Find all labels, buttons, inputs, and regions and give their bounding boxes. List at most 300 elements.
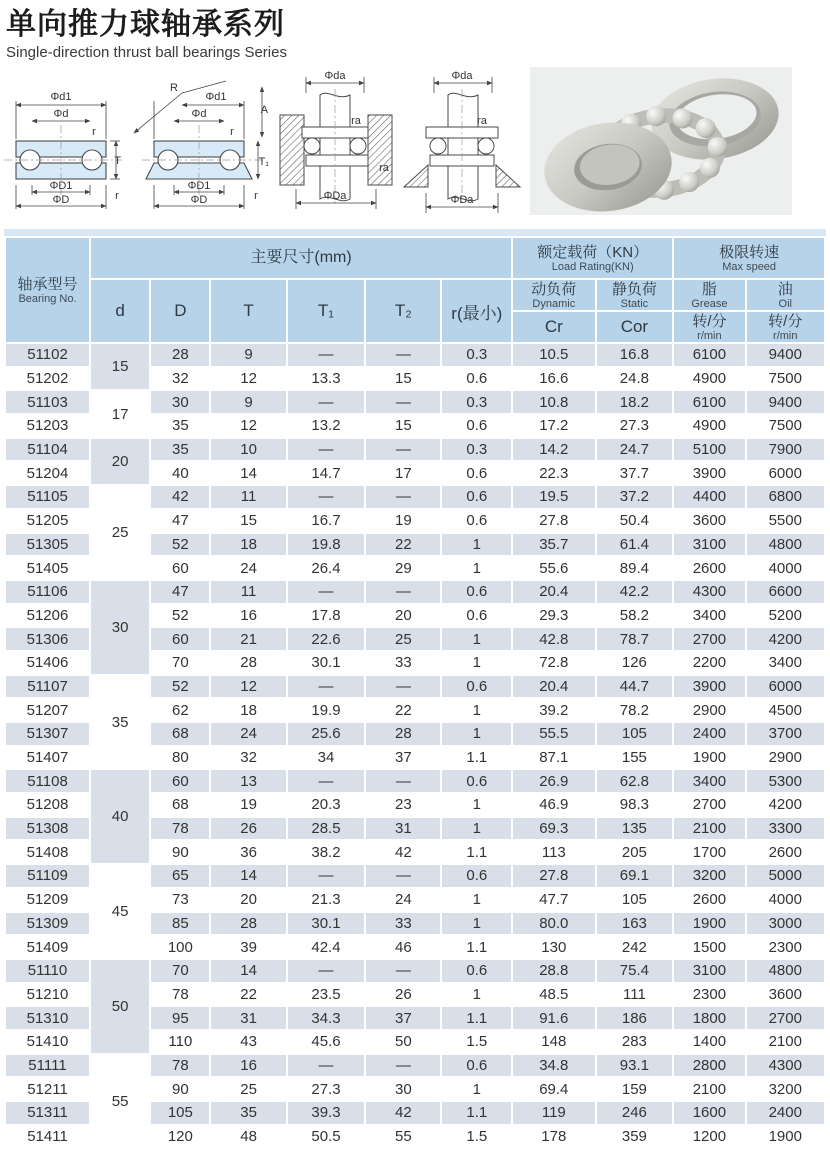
spec-value-cell: 4800	[747, 534, 824, 556]
spec-value-cell: 24	[366, 889, 440, 911]
bearing-no-cell: 51203	[6, 415, 89, 437]
bore-diameter-cell: 35	[91, 676, 149, 769]
spec-value-cell: 4400	[674, 486, 744, 508]
spec-value-cell: 3900	[674, 462, 744, 484]
fig2-dim-d1: Φd1	[205, 91, 227, 103]
spec-value-cell: 186	[597, 1007, 673, 1029]
spec-value-cell: 1500	[674, 936, 744, 958]
spec-value-cell: 2400	[674, 723, 744, 745]
spec-value-cell: 5300	[747, 770, 824, 792]
spec-value-cell: 87.1	[513, 747, 594, 769]
bearing-no-cell: 51310	[6, 1007, 89, 1029]
D-label: D	[174, 301, 187, 320]
spec-value-cell: 2900	[674, 699, 744, 721]
spec-value-cell: 0.3	[442, 391, 511, 413]
col-header-grease	[674, 280, 744, 310]
spec-value-cell: 359	[597, 1126, 673, 1148]
spec-value-cell: 4500	[747, 699, 824, 721]
spec-value-cell: 39.2	[513, 699, 594, 721]
spec-value-cell: —	[366, 1055, 440, 1077]
spec-value-cell: 39	[211, 936, 285, 958]
bearing-no-cell: 51406	[6, 652, 89, 674]
spec-value-cell: 1.5	[442, 1126, 511, 1148]
spec-value-cell: 28.5	[288, 818, 365, 840]
spec-value-cell: 13.3	[288, 368, 365, 390]
bearing-no-cell: 51202	[6, 368, 89, 390]
spec-value-cell: —	[366, 439, 440, 461]
spec-value-cell: 61.4	[597, 534, 673, 556]
main-dim-label: 主要尺寸(mm)	[250, 249, 352, 266]
spec-value-cell: 163	[597, 913, 673, 935]
spec-value-cell: 16.8	[597, 344, 673, 366]
spec-value-cell: 130	[513, 936, 594, 958]
spec-value-cell: 27.3	[597, 415, 673, 437]
spec-value-cell: 27.8	[513, 510, 594, 532]
bearing-no-cell: 51103	[6, 391, 89, 413]
bearing-no-cell: 51306	[6, 628, 89, 650]
spec-value-cell: 37	[366, 1007, 440, 1029]
spec-value-cell: 0.6	[442, 462, 511, 484]
spec-value-cell: 1600	[674, 1102, 744, 1124]
spec-value-cell: 0.6	[442, 865, 511, 887]
spec-value-cell: 17	[366, 462, 440, 484]
spec-value-cell: —	[288, 960, 365, 982]
table-row	[6, 960, 824, 982]
spec-value-cell: 93.1	[597, 1055, 673, 1077]
bearing-no-cell: 51209	[6, 889, 89, 911]
spec-value-cell: 105	[597, 723, 673, 745]
spec-value-cell: 2300	[747, 936, 824, 958]
spec-value-cell: 1.1	[442, 841, 511, 863]
spec-value-cell: 22	[211, 984, 285, 1006]
spec-value-cell: 4000	[747, 557, 824, 579]
spec-value-cell: 46.9	[513, 794, 594, 816]
col-header-oil-unit	[747, 312, 824, 342]
spec-value-cell: 28	[211, 652, 285, 674]
fig2-dim-T1: T₁	[258, 156, 269, 168]
spec-value-cell: 11	[211, 486, 285, 508]
spec-value-cell: 91.6	[513, 1007, 594, 1029]
col-header-grease-unit	[674, 312, 744, 342]
bearing-no-cell: 51408	[6, 841, 89, 863]
spec-value-cell: 2700	[674, 794, 744, 816]
bearing-no-cell: 51307	[6, 723, 89, 745]
spec-value-cell: 1.1	[442, 936, 511, 958]
spec-value-cell: 29.3	[513, 605, 594, 627]
oil-unit-cn: 转/分	[768, 312, 803, 330]
spec-value-cell: 98.3	[597, 794, 673, 816]
bearing-no-label-en: Bearing No.	[18, 292, 77, 305]
spec-value-cell: 42	[366, 1102, 440, 1124]
spec-value-cell: 283	[597, 1031, 673, 1053]
bearing-no-cell: 51407	[6, 747, 89, 769]
spec-value-cell: 19	[366, 510, 440, 532]
spec-value-cell: 34.3	[288, 1007, 365, 1029]
spec-value-cell: 26	[366, 984, 440, 1006]
spec-value-cell: 20	[211, 889, 285, 911]
spec-value-cell: 28	[151, 344, 209, 366]
bearing-no-cell: 51207	[6, 699, 89, 721]
spec-value-cell: 68	[151, 723, 209, 745]
spec-value-cell: 19.8	[288, 534, 365, 556]
page-title: 单向推力球轴承系列	[6, 8, 285, 41]
spec-value-cell: 60	[151, 557, 209, 579]
bearing-no-cell: 51409	[6, 936, 89, 958]
spec-value-cell: 33	[366, 652, 440, 674]
bore-diameter-cell: 25	[91, 486, 149, 579]
bearing-no-cell: 51211	[6, 1078, 89, 1100]
spec-value-cell: —	[288, 770, 365, 792]
table-row	[6, 770, 824, 792]
spec-value-cell: —	[366, 865, 440, 887]
spec-value-cell: 28	[211, 913, 285, 935]
spec-value-cell: 26.4	[288, 557, 365, 579]
spec-value-cell: 36	[211, 841, 285, 863]
fig1-dim-r2: r	[115, 190, 119, 202]
fig1-dim-T: T	[114, 155, 121, 167]
col-header-d	[91, 280, 149, 342]
spec-value-cell: 0.3	[442, 439, 511, 461]
col-header-r-min	[442, 280, 511, 342]
static-label-en: Static	[620, 297, 649, 310]
spec-value-cell: 242	[597, 936, 673, 958]
spec-value-cell: 78.2	[597, 699, 673, 721]
bearing-no-cell: 51210	[6, 984, 89, 1006]
oil-label-en: Oil	[778, 297, 792, 310]
spec-value-cell: 69.3	[513, 818, 594, 840]
spec-value-cell: 155	[597, 747, 673, 769]
col-header-main-dimensions	[91, 238, 511, 278]
cr-label: Cr	[544, 317, 563, 336]
spec-value-cell: 16	[211, 605, 285, 627]
spec-value-cell: 7900	[747, 439, 824, 461]
spec-value-cell: 19.9	[288, 699, 365, 721]
spec-value-cell: 21	[211, 628, 285, 650]
spec-value-cell: 16.6	[513, 368, 594, 390]
spec-value-cell: 29	[366, 557, 440, 579]
oil-unit-en: r/min	[773, 329, 798, 342]
bearing-no-cell: 51208	[6, 794, 89, 816]
T1-label: T₁	[317, 301, 335, 320]
spec-value-cell: 72.8	[513, 652, 594, 674]
spec-value-cell: 110	[151, 1031, 209, 1053]
dynamic-label-cn: 动负荷	[531, 280, 577, 298]
table-row	[6, 486, 824, 508]
max-speed-label-cn: 极限转速	[719, 243, 780, 261]
spec-value-cell: 2600	[747, 841, 824, 863]
T-label: T	[243, 301, 254, 320]
spec-value-cell: 42.8	[513, 628, 594, 650]
fig1-dim-r: r	[92, 126, 96, 138]
load-rating-label-cn: 额定载荷（KN）	[537, 243, 649, 261]
bearing-no-cell: 51311	[6, 1102, 89, 1124]
spec-value-cell: 0.6	[442, 415, 511, 437]
spec-value-cell: 4300	[747, 1055, 824, 1077]
spec-value-cell: 119	[513, 1102, 594, 1124]
spec-value-cell: 4800	[747, 960, 824, 982]
spec-value-cell: 3400	[747, 652, 824, 674]
spec-value-cell: 32	[211, 747, 285, 769]
spec-value-cell: 24.8	[597, 368, 673, 390]
spec-value-cell: 1200	[674, 1126, 744, 1148]
spec-value-cell: 4000	[747, 889, 824, 911]
spec-value-cell: 31	[211, 1007, 285, 1029]
spec-value-cell: 4900	[674, 368, 744, 390]
spec-value-cell: 47	[151, 581, 209, 603]
spec-value-cell: 12	[211, 368, 285, 390]
spec-value-cell: 30.1	[288, 652, 365, 674]
spec-value-cell: 0.6	[442, 1055, 511, 1077]
spec-value-cell: 16	[211, 1055, 285, 1077]
spec-value-cell: 6600	[747, 581, 824, 603]
spec-value-cell: 34.8	[513, 1055, 594, 1077]
figures-row	[0, 61, 830, 225]
spec-value-cell: 95	[151, 1007, 209, 1029]
spec-value-cell: 48.5	[513, 984, 594, 1006]
spec-value-cell: 1	[442, 534, 511, 556]
spec-value-cell: 58.2	[597, 605, 673, 627]
col-header-T1	[288, 280, 365, 342]
spec-value-cell: 11	[211, 581, 285, 603]
table-row	[6, 344, 824, 366]
spec-value-cell: 1	[442, 557, 511, 579]
spec-value-cell: 3600	[674, 510, 744, 532]
spec-value-cell: —	[366, 486, 440, 508]
table-row	[6, 865, 824, 887]
bearing-no-cell: 51205	[6, 510, 89, 532]
spec-value-cell: 1	[442, 1078, 511, 1100]
spec-value-cell: 1	[442, 818, 511, 840]
spec-value-cell: 1800	[674, 1007, 744, 1029]
spec-value-cell: 6100	[674, 391, 744, 413]
bearing-no-label-cn: 轴承型号	[17, 275, 78, 293]
fig1-dim-D: ΦD	[52, 194, 70, 206]
spec-value-cell: 1	[442, 699, 511, 721]
spec-value-cell: 17.2	[513, 415, 594, 437]
spec-value-cell: 1.5	[442, 1031, 511, 1053]
spec-value-cell: 2400	[747, 1102, 824, 1124]
spec-value-cell: 120	[151, 1126, 209, 1148]
spec-value-cell: 68	[151, 794, 209, 816]
spec-value-cell: 10.8	[513, 391, 594, 413]
spec-value-cell: 35	[151, 415, 209, 437]
spec-value-cell: 20.4	[513, 581, 594, 603]
spec-value-cell: 18.2	[597, 391, 673, 413]
spec-value-cell: 62	[151, 699, 209, 721]
spec-value-cell: 3900	[674, 676, 744, 698]
spec-value-cell: 52	[151, 605, 209, 627]
spec-value-cell: —	[288, 439, 365, 461]
spec-value-cell: 31	[366, 818, 440, 840]
spec-value-cell: 35.7	[513, 534, 594, 556]
spec-value-cell: 44.7	[597, 676, 673, 698]
fig2-dim-r2: r	[254, 190, 258, 202]
spec-value-cell: 26	[211, 818, 285, 840]
spec-value-cell: 69.1	[597, 865, 673, 887]
spec-value-cell: 100	[151, 936, 209, 958]
spec-value-cell: 7500	[747, 368, 824, 390]
bearing-no-cell: 51102	[6, 344, 89, 366]
spec-value-cell: 126	[597, 652, 673, 674]
table-row	[6, 439, 824, 461]
spec-value-cell: 159	[597, 1078, 673, 1100]
spec-value-cell: 2600	[674, 889, 744, 911]
grease-unit-cn: 转/分	[692, 312, 727, 330]
col-header-dynamic	[513, 280, 594, 310]
spec-value-cell: 39.3	[288, 1102, 365, 1124]
spec-value-cell: —	[288, 344, 365, 366]
spec-value-cell: 6000	[747, 462, 824, 484]
load-rating-label-en: Load Rating(KN)	[551, 260, 634, 273]
table-row	[6, 1055, 824, 1077]
table-row	[6, 581, 824, 603]
oil-label-cn: 油	[777, 280, 793, 298]
spec-value-cell: 80.0	[513, 913, 594, 935]
spec-value-cell: 13	[211, 770, 285, 792]
spec-value-cell: 1900	[674, 913, 744, 935]
fig2-dim-r: r	[230, 126, 234, 138]
spec-value-cell: 1900	[674, 747, 744, 769]
spec-value-cell: 22	[366, 699, 440, 721]
spec-value-cell: 27.3	[288, 1078, 365, 1100]
spec-value-cell: 30.1	[288, 913, 365, 935]
page-header	[0, 0, 830, 61]
bore-diameter-cell: 20	[91, 439, 149, 484]
spec-value-cell: 24	[211, 557, 285, 579]
spec-value-cell: —	[288, 865, 365, 887]
spec-value-cell: 65	[151, 865, 209, 887]
spec-value-cell: 0.3	[442, 344, 511, 366]
bearing-no-cell: 51411	[6, 1126, 89, 1148]
fig1-dim-d: Φd	[53, 108, 69, 120]
spec-value-cell: 1	[442, 723, 511, 745]
spec-value-cell: 9400	[747, 344, 824, 366]
spec-value-cell: 1	[442, 913, 511, 935]
spec-value-cell: 6800	[747, 486, 824, 508]
spec-value-cell: 23	[366, 794, 440, 816]
spec-value-cell: 12	[211, 415, 285, 437]
fig1-dim-D1: ΦD1	[49, 180, 73, 192]
spec-value-cell: 38.2	[288, 841, 365, 863]
fig1-dim-d1: Φd1	[50, 91, 72, 103]
spec-value-cell: 52	[151, 534, 209, 556]
spec-value-cell: 105	[597, 889, 673, 911]
spec-value-cell: 60	[151, 770, 209, 792]
spec-value-cell: 14	[211, 960, 285, 982]
spec-table-body	[6, 344, 824, 1147]
spec-value-cell: 78	[151, 1055, 209, 1077]
spec-value-cell: 30	[366, 1078, 440, 1100]
spec-value-cell: 42	[151, 486, 209, 508]
spec-value-cell: 78.7	[597, 628, 673, 650]
spec-value-cell: 9	[211, 391, 285, 413]
fig2-dim-A: A	[260, 104, 268, 116]
spec-value-cell: 37.7	[597, 462, 673, 484]
spec-value-cell: 4200	[747, 794, 824, 816]
spec-value-cell: 0.6	[442, 605, 511, 627]
spec-value-cell: 70	[151, 960, 209, 982]
static-label-cn: 静负荷	[611, 280, 657, 298]
spec-value-cell: 35	[151, 439, 209, 461]
spec-value-cell: 27.8	[513, 865, 594, 887]
spec-value-cell: 111	[597, 984, 673, 1006]
spec-value-cell: 21.3	[288, 889, 365, 911]
spec-value-cell: 37.2	[597, 486, 673, 508]
spec-value-cell: 3200	[674, 865, 744, 887]
fig3-dim-ra: ra	[351, 115, 361, 127]
spec-value-cell: 78	[151, 984, 209, 1006]
spec-value-cell: 23.5	[288, 984, 365, 1006]
spec-value-cell: 0.6	[442, 581, 511, 603]
spec-value-cell: 24	[211, 723, 285, 745]
spec-value-cell: 1	[442, 652, 511, 674]
bearing-no-cell: 51107	[6, 676, 89, 698]
spec-value-cell: 2100	[674, 818, 744, 840]
d-label: d	[115, 301, 125, 320]
T2-label: T₂	[394, 301, 412, 320]
spec-value-cell: 15	[366, 415, 440, 437]
spec-value-cell: 2700	[674, 628, 744, 650]
diagram-mounting-housing	[276, 67, 396, 219]
grease-label-en: Grease	[691, 297, 728, 310]
spec-value-cell: 22.6	[288, 628, 365, 650]
spec-value-cell: —	[288, 486, 365, 508]
spec-value-cell: 1900	[747, 1126, 824, 1148]
spec-value-cell: 105	[151, 1102, 209, 1124]
spec-value-cell: 3300	[747, 818, 824, 840]
spec-value-cell: 47	[151, 510, 209, 532]
bearing-no-cell: 51108	[6, 770, 89, 792]
spec-value-cell: 9	[211, 344, 285, 366]
spec-value-cell: 6100	[674, 344, 744, 366]
spec-value-cell: 90	[151, 1078, 209, 1100]
spec-value-cell: 78	[151, 818, 209, 840]
spec-value-cell: 2900	[747, 747, 824, 769]
max-speed-label-en: Max speed	[722, 260, 777, 273]
diagram-mounting-shoulder	[402, 67, 522, 219]
bearing-no-cell: 51106	[6, 581, 89, 603]
spec-value-cell: 5000	[747, 865, 824, 887]
fig4-dim-Da: ΦDa	[450, 194, 474, 206]
fig3-dim-Da: ΦDa	[323, 190, 347, 202]
spec-value-cell: 45.6	[288, 1031, 365, 1053]
spec-value-cell: 20.4	[513, 676, 594, 698]
spec-value-cell: 50.5	[288, 1126, 365, 1148]
spec-value-cell: 69.4	[513, 1078, 594, 1100]
bore-diameter-cell: 50	[91, 960, 149, 1053]
fig2-dim-R: R	[170, 82, 178, 94]
spec-value-cell: 5100	[674, 439, 744, 461]
bearing-no-cell: 51105	[6, 486, 89, 508]
spec-value-cell: 2200	[674, 652, 744, 674]
bore-diameter-cell: 45	[91, 865, 149, 958]
bearing-no-cell: 51309	[6, 913, 89, 935]
spec-value-cell: 1	[442, 794, 511, 816]
bearing-no-cell: 51405	[6, 557, 89, 579]
spec-value-cell: 25	[366, 628, 440, 650]
col-header-T	[211, 280, 285, 342]
spec-value-cell: 43	[211, 1031, 285, 1053]
spec-value-cell: 2700	[747, 1007, 824, 1029]
spec-value-cell: 14.2	[513, 439, 594, 461]
spec-value-cell: 18	[211, 534, 285, 556]
spec-value-cell: 1.1	[442, 747, 511, 769]
col-header-bearing-no	[6, 238, 89, 342]
spec-value-cell: 0.6	[442, 368, 511, 390]
bearing-no-cell: 51109	[6, 865, 89, 887]
spec-value-cell: 33	[366, 913, 440, 935]
spec-value-cell: —	[366, 960, 440, 982]
